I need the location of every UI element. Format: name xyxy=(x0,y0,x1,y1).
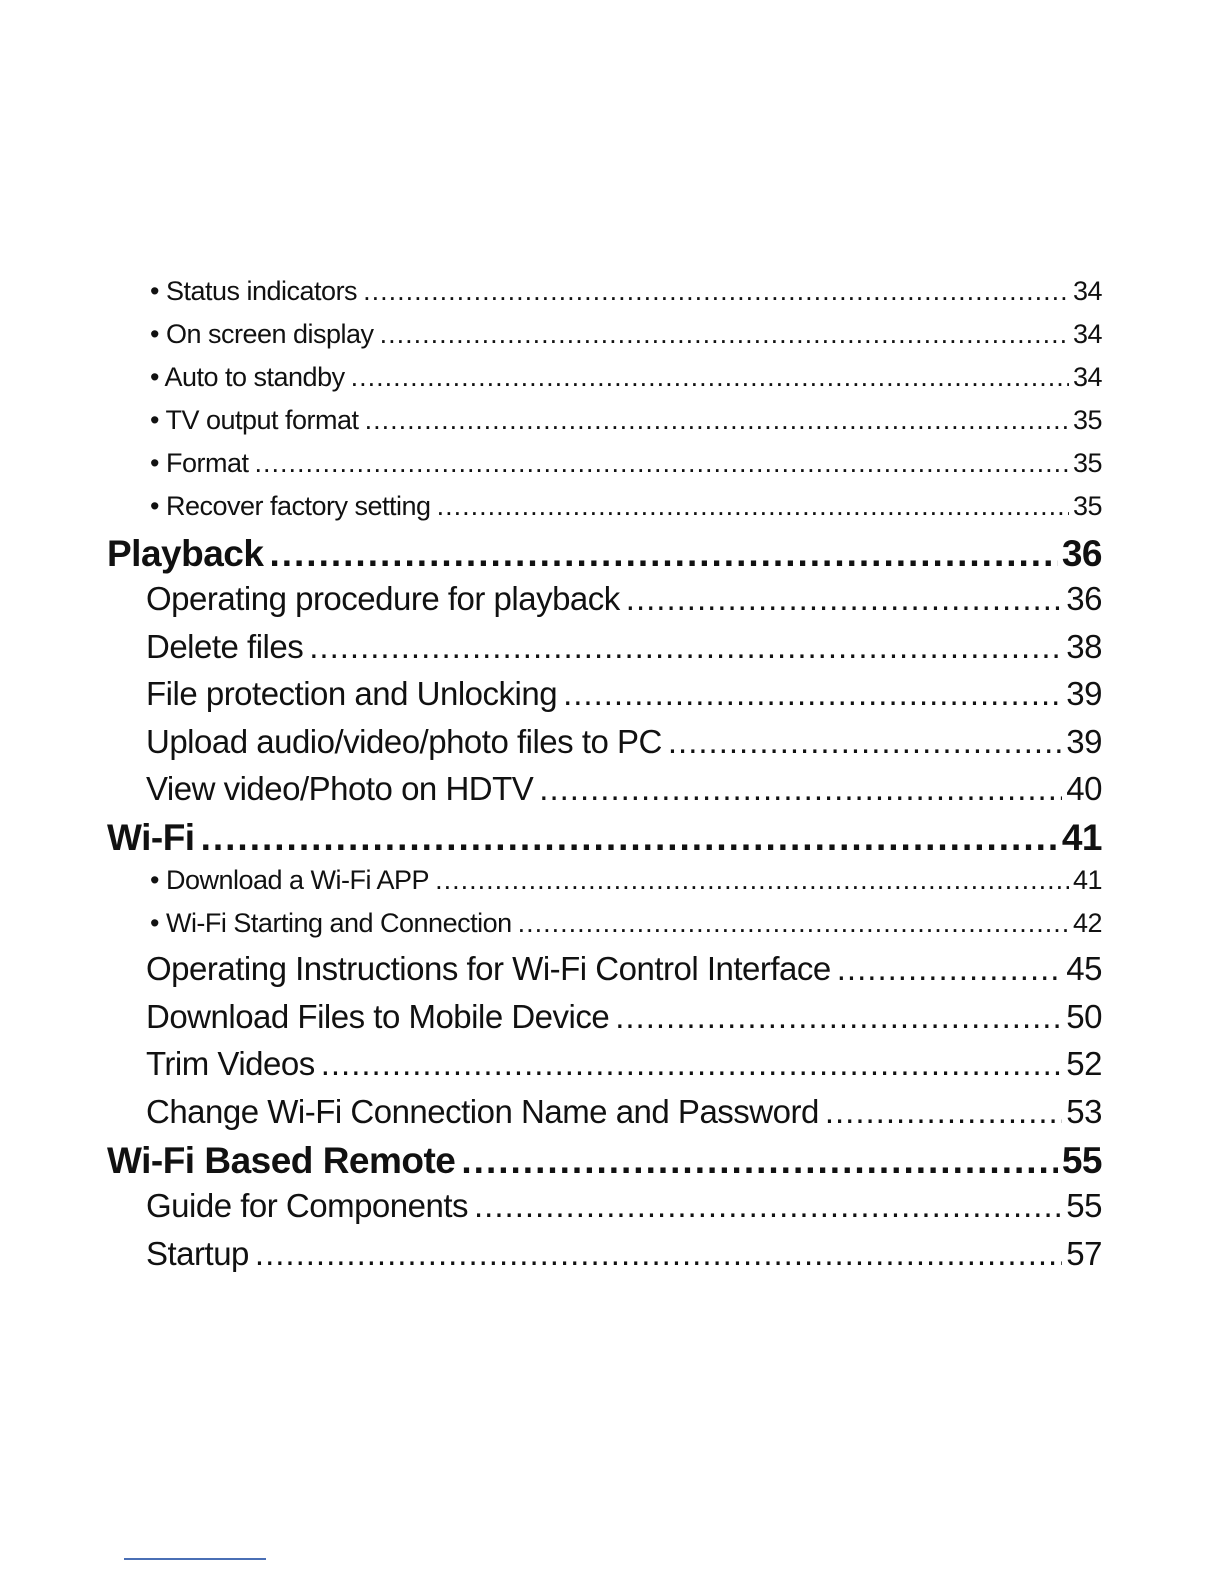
toc-entry-label: Playback xyxy=(107,533,264,574)
toc-entry-label: • Auto to standby xyxy=(150,362,345,392)
toc-entry-page: 55 xyxy=(1066,1187,1102,1224)
toc-entry-page: 34 xyxy=(1072,276,1102,306)
footer-divider xyxy=(124,1558,266,1560)
toc-entry-label: Delete files xyxy=(146,628,304,665)
toc-entry-page: 55 xyxy=(1061,1140,1102,1181)
toc-entry-page: 35 xyxy=(1072,405,1102,435)
dot-leader xyxy=(363,276,1069,307)
toc-entry-page: 42 xyxy=(1072,908,1102,938)
dot-leader xyxy=(668,723,1062,761)
toc-entry-page: 52 xyxy=(1066,1045,1102,1082)
toc-entry-label: Change Wi-Fi Connection Name and Password xyxy=(146,1093,819,1130)
dot-leader xyxy=(309,628,1062,666)
dot-leader xyxy=(201,817,1058,859)
dot-leader xyxy=(518,908,1069,939)
toc-entry-label: File protection and Unlocking xyxy=(146,675,558,712)
toc-entry-status-indicators[interactable] xyxy=(150,276,1102,307)
toc-entry-page: 53 xyxy=(1066,1093,1102,1130)
dot-leader xyxy=(254,448,1068,479)
toc-entry-file-protection[interactable] xyxy=(146,675,1102,713)
toc-heading-playback[interactable] xyxy=(107,533,1102,575)
dot-leader xyxy=(615,998,1062,1036)
dot-leader xyxy=(825,1093,1062,1131)
toc-entry-page: 36 xyxy=(1061,533,1102,574)
toc-entry-page: 45 xyxy=(1066,950,1102,987)
dot-leader xyxy=(269,533,1057,575)
toc-entry-label: Operating Instructions for Wi-Fi Control Interface xyxy=(146,950,831,987)
toc-entry-change-wifi-name-password[interactable] xyxy=(146,1093,1102,1131)
toc-entry-upload-files-to-pc[interactable] xyxy=(146,723,1102,761)
toc-entry-page: 50 xyxy=(1066,998,1102,1035)
toc-entry-page: 34 xyxy=(1072,362,1102,392)
toc-heading-wifi-based-remote[interactable] xyxy=(107,1140,1102,1182)
toc-entry-label: Trim Videos xyxy=(146,1045,315,1082)
toc-entry-tv-output-format[interactable] xyxy=(150,405,1102,436)
toc-entry-wifi-control-interface[interactable] xyxy=(146,950,1102,988)
toc-entry-label: • Recover factory setting xyxy=(150,491,431,521)
dot-leader xyxy=(351,362,1069,393)
toc-entry-label: Wi-Fi Based Remote xyxy=(107,1140,456,1181)
toc-entry-guide-for-components[interactable] xyxy=(146,1187,1102,1225)
dot-leader xyxy=(437,491,1069,522)
dot-leader xyxy=(474,1187,1062,1225)
toc-entry-page: 57 xyxy=(1066,1235,1102,1272)
toc-entry-label: Wi-Fi xyxy=(107,817,195,858)
toc-entry-label: • TV output format xyxy=(150,405,359,435)
dot-leader xyxy=(539,770,1062,808)
toc-entry-label: Guide for Components xyxy=(146,1187,469,1224)
toc-entry-page: 38 xyxy=(1066,628,1102,665)
toc-entry-page: 40 xyxy=(1066,770,1102,807)
toc-entry-page: 41 xyxy=(1061,817,1102,858)
toc-entry-trim-videos[interactable] xyxy=(146,1045,1102,1083)
dot-leader xyxy=(255,1235,1062,1273)
toc-entry-label: Download Files to Mobile Device xyxy=(146,998,610,1035)
dot-leader xyxy=(626,580,1063,618)
toc-entry-page: 41 xyxy=(1072,865,1102,895)
toc-entry-page: 35 xyxy=(1072,448,1102,478)
toc-entry-view-on-hdtv[interactable] xyxy=(146,770,1102,808)
dot-leader xyxy=(837,950,1063,988)
toc-entry-wifi-starting-and-connection[interactable] xyxy=(150,908,1102,939)
toc-entry-page: 34 xyxy=(1072,319,1102,349)
toc-entry-label: Startup xyxy=(146,1235,249,1272)
toc-entry-label: • Format xyxy=(150,448,249,478)
dot-leader xyxy=(365,405,1069,436)
dot-leader xyxy=(563,675,1062,713)
dot-leader xyxy=(321,1045,1063,1083)
dot-leader xyxy=(461,1140,1057,1182)
toc-entry-download-files-to-mobile[interactable] xyxy=(146,998,1102,1036)
toc-entry-label: Operating procedure for playback xyxy=(146,580,620,617)
toc-entry-page: 39 xyxy=(1066,723,1102,760)
toc-entry-label: Upload audio/video/photo files to PC xyxy=(146,723,662,760)
toc-entry-on-screen-display[interactable] xyxy=(150,319,1102,350)
toc-entry-label: • On screen display xyxy=(150,319,374,349)
toc-entry-label: • Wi-Fi Starting and Connection xyxy=(150,908,512,938)
dot-leader xyxy=(380,319,1069,350)
toc-entry-page: 35 xyxy=(1072,491,1102,521)
toc-heading-wifi[interactable] xyxy=(107,817,1102,859)
toc-entry-download-wifi-app[interactable] xyxy=(150,865,1102,896)
toc-entry-page: 36 xyxy=(1066,580,1102,617)
dot-leader xyxy=(435,865,1069,896)
toc-entry-page: 39 xyxy=(1066,675,1102,712)
toc-entry-operating-procedure-for-playback[interactable] xyxy=(146,580,1102,618)
toc-entry-format[interactable] xyxy=(150,448,1102,479)
toc-entry-label: • Status indicators xyxy=(150,276,358,306)
toc-entry-delete-files[interactable] xyxy=(146,628,1102,666)
toc-entry-label: • Download a Wi-Fi APP xyxy=(150,865,430,895)
toc-entry-startup[interactable] xyxy=(146,1235,1102,1273)
toc-entry-auto-to-standby[interactable] xyxy=(150,362,1102,393)
toc-entry-recover-factory-setting[interactable] xyxy=(150,491,1102,522)
toc-entry-label: View video/Photo on HDTV xyxy=(146,770,534,807)
